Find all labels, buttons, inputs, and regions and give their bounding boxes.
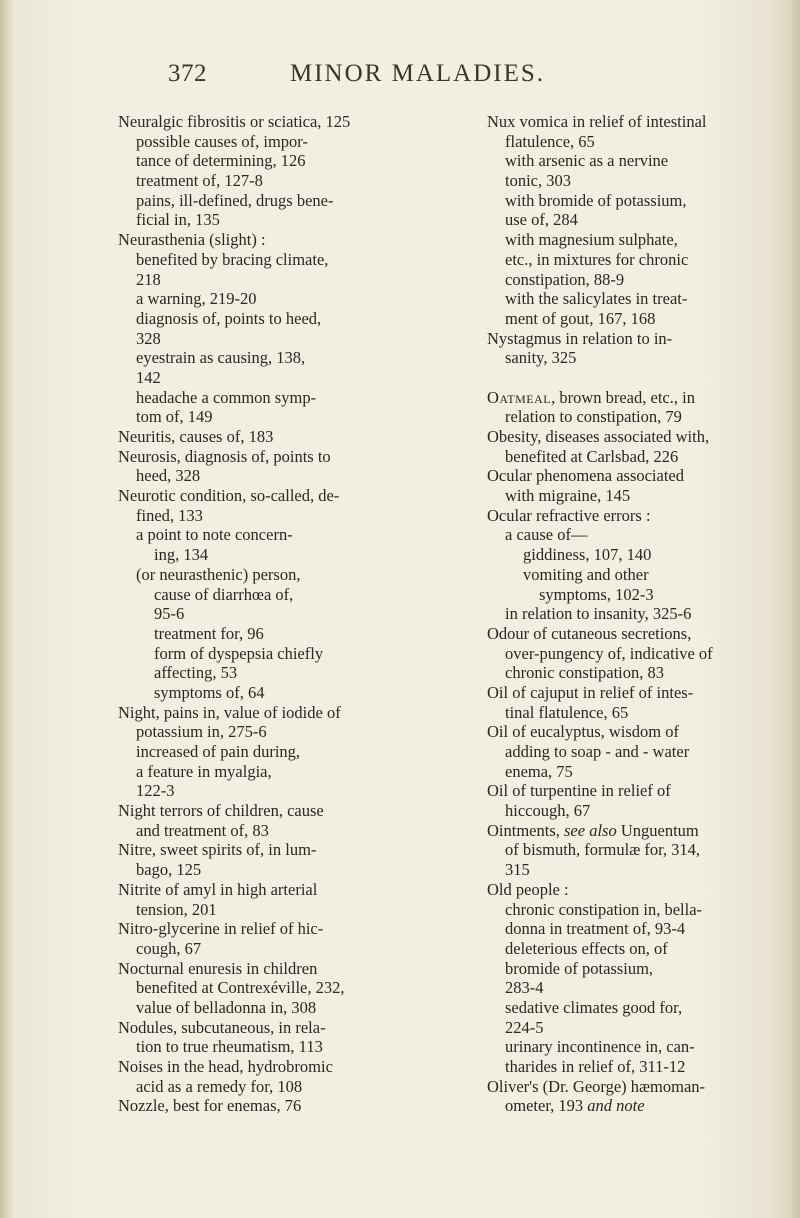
index-subentry: flatulence, 65 <box>505 131 595 151</box>
index-subentry: a cause of— <box>505 525 588 545</box>
index-entry: Noises in the head, hydrobromic <box>118 1057 333 1076</box>
index-subentry: 328 <box>136 328 161 348</box>
index-entry: Neurotic condition, so-called, de- <box>118 486 340 506</box>
index-subentry: chronic constipation, 83 <box>505 663 665 683</box>
index-entry: Neuralgic fibrositis or sciatica, 125 <box>118 112 351 131</box>
index-subentry: ficial in, 135 <box>136 210 220 230</box>
index-subentry: form of dyspepsia chiefly <box>154 643 324 663</box>
index-subentry: adding to soap - and - water <box>505 742 690 761</box>
index-subentry: heed, 328 <box>136 466 201 486</box>
index-subentry: in relation to insanity, 325-6 <box>505 604 692 624</box>
index-subentry: tion to true rheumatism, 113 <box>136 1037 323 1057</box>
index-entry: Ocular phenomena associated <box>487 466 685 486</box>
index-subentry: giddiness, 107, 140 <box>523 545 652 565</box>
index-subentry: increased of pain during, <box>136 742 301 761</box>
index-entry: Ointments, see also Unguentum <box>487 820 699 840</box>
index-subentry: bromide of potassium, <box>505 958 654 978</box>
index-subentry: a feature in myalgia, <box>136 761 272 781</box>
index-subentry: with the salicylates in treat- <box>505 289 688 309</box>
index-column-right <box>487 112 800 1116</box>
index-subentry: benefited at Contrexéville, 232, <box>136 978 345 998</box>
index-entry: Nozzle, best for enemas, 76 <box>118 1096 302 1116</box>
index-subentry: value of belladonna in, 308 <box>136 997 317 1017</box>
index-subentry: 142 <box>136 367 161 387</box>
index-subentry: with arsenic as a nervine <box>505 151 669 171</box>
index-subentry: donna in treatment of, 93-4 <box>505 919 686 939</box>
index-subentry: urinary incontinence in, can- <box>505 1037 695 1057</box>
index-subentry: benefited at Carlsbad, 226 <box>505 446 679 466</box>
index-subentry: 95-6 <box>154 604 185 624</box>
index-subentry: of bismuth, formulæ for, 314, <box>505 840 701 860</box>
index-subentry: cough, 67 <box>136 938 202 958</box>
index-subentry: with magnesium sulphate, <box>505 230 678 250</box>
index-entry: Night terrors of children, cause <box>118 801 324 821</box>
index-subentry: acid as a remedy for, 108 <box>136 1076 303 1096</box>
index-subentry: tom of, 149 <box>136 407 213 427</box>
index-subentry: cause of diarrhœa of, <box>154 584 294 604</box>
index-entry: Nitro-glycerine in relief of hic- <box>118 919 324 939</box>
index-subentry: constipation, 88-9 <box>505 269 625 289</box>
index-subentry: vomiting and other <box>523 564 649 584</box>
index-entry: Nystagmus in relation to in- <box>487 328 673 348</box>
index-subentry: ment of gout, 167, 168 <box>505 308 656 328</box>
index-subentry: 283-4 <box>505 978 544 998</box>
index-subentry: a warning, 219-20 <box>136 289 257 309</box>
index-entry: Night, pains in, value of iodide of <box>118 702 341 722</box>
index-subentry: and treatment of, 83 <box>136 820 269 840</box>
index-entry: Odour of cutaneous secretions, <box>487 623 692 643</box>
index-entry: Old people : <box>487 879 569 899</box>
index-entry: Nux vomica in relief of intestinal <box>487 112 707 131</box>
page-header <box>0 60 800 100</box>
index-subentry: tinal flatulence, 65 <box>505 702 629 722</box>
index-subentry: with bromide of potassium, <box>505 190 687 210</box>
index-entry: Nitre, sweet spirits of, in lum- <box>118 840 317 860</box>
page-binding-edge <box>0 0 14 1218</box>
index-subentry: possible causes of, impor- <box>136 131 308 151</box>
index-subentry: eyestrain as causing, 138, <box>136 348 306 368</box>
index-subentry: tharides in relief of, 311-12 <box>505 1057 686 1076</box>
index-entry: Nocturnal enuresis in children <box>118 958 318 978</box>
index-subentry: affecting, 53 <box>154 663 238 683</box>
index-entry: Obesity, diseases associated with, <box>487 427 710 446</box>
index-entry: Neuritis, causes of, 183 <box>118 427 274 446</box>
index-entry: Oil of eucalyptus, wisdom of <box>487 722 680 742</box>
index-subentry: potassium in, 275-6 <box>136 722 267 742</box>
page-number: 372 <box>168 60 207 87</box>
index-subentry: (or neurasthenic) person, <box>136 564 301 584</box>
index-entry: Oil of cajuput in relief of intes- <box>487 682 694 702</box>
index-entry: Neurasthenia (slight) : <box>118 230 266 250</box>
index-subentry: relation to constipation, 79 <box>505 407 682 427</box>
index-subentry: 224-5 <box>505 1017 544 1037</box>
index-subentry: symptoms, 102-3 <box>539 584 654 604</box>
index-subentry: hiccough, 67 <box>505 801 591 821</box>
index-subentry: use of, 284 <box>505 210 578 230</box>
index-spacer <box>487 368 800 388</box>
index-entry: Nitrite of amyl in high arterial <box>118 879 318 899</box>
index-entry: Oil of turpentine in relief of <box>487 781 671 801</box>
index-subentry: bago, 125 <box>136 860 202 880</box>
index-subentry: treatment of, 127-8 <box>136 171 263 191</box>
index-subentry: etc., in mixtures for chronic <box>505 249 689 269</box>
index-subentry: tance of determining, 126 <box>136 151 306 171</box>
index-subentry: sedative climates good for, <box>505 997 683 1017</box>
index-entry: Oliver's (Dr. George) hæmoman- <box>487 1076 706 1096</box>
index-subentry: tonic, 303 <box>505 171 571 191</box>
index-subentry: pains, ill-defined, drugs bene- <box>136 190 334 210</box>
index-column-left <box>118 112 448 1116</box>
index-subentry: tension, 201 <box>136 899 217 919</box>
index-subentry: chronic constipation in, bella- <box>505 899 703 919</box>
index-subentry: a point to note concern- <box>136 525 293 545</box>
index-subentry: deleterious effects on, of <box>505 938 668 958</box>
index-entry: Ocular refractive errors : <box>487 505 651 525</box>
index-subentry: over-pungency of, indicative of <box>505 643 713 663</box>
index-subentry: diagnosis of, points to heed, <box>136 308 322 328</box>
index-subentry: treatment for, 96 <box>154 623 264 643</box>
index-subentry: headache a common symp- <box>136 387 317 407</box>
index-subentry: benefited by bracing climate, <box>136 249 329 269</box>
index-subentry: sanity, 325 <box>505 348 577 368</box>
index-subentry: 315 <box>505 860 530 880</box>
index-subentry: 218 <box>136 269 161 289</box>
index-subentry: symptoms of, 64 <box>154 682 265 702</box>
index-subentry: 122-3 <box>136 781 175 801</box>
index-entry: Nodules, subcutaneous, in rela- <box>118 1017 326 1037</box>
index-entry: Neurosis, diagnosis of, points to <box>118 446 331 466</box>
index-subentry: enema, 75 <box>505 761 573 781</box>
index-subentry: fined, 133 <box>136 505 203 525</box>
running-title: MINOR MALADIES. <box>290 60 545 87</box>
index-subentry: ometer, 193 and note <box>505 1096 645 1116</box>
index-subentry: with migraine, 145 <box>505 486 631 506</box>
index-entry: Oatmeal, brown bread, etc., in <box>487 387 695 407</box>
index-subentry: ing, 134 <box>154 545 209 565</box>
